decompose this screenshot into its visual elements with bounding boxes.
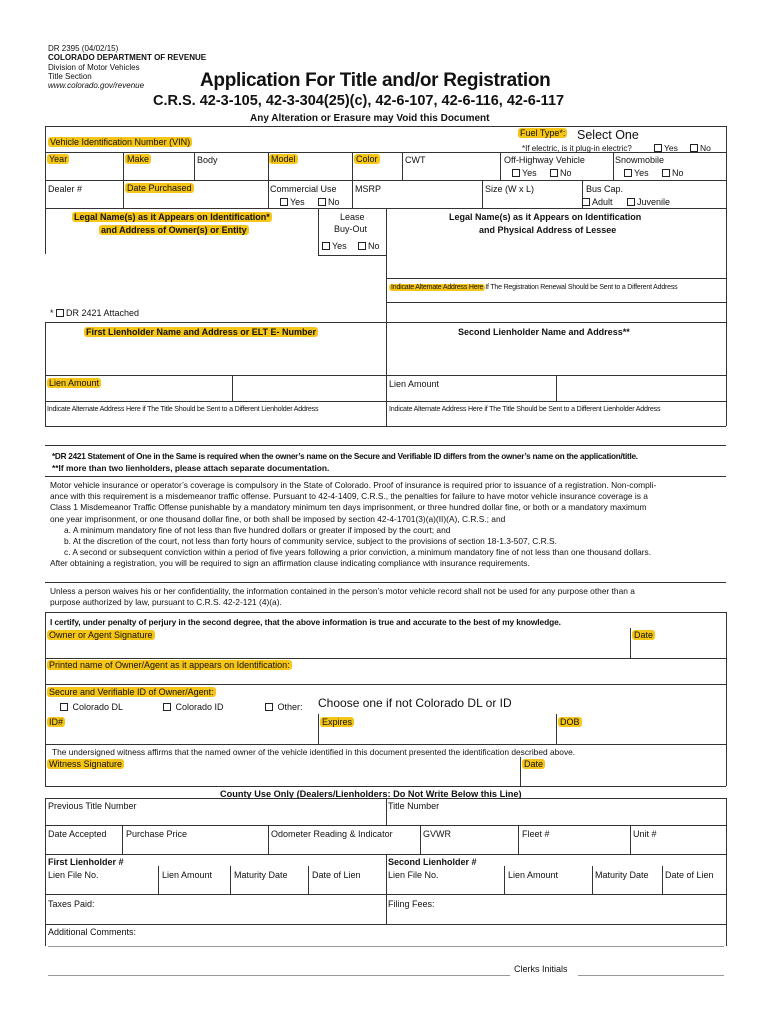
owner-name-label-1: Legal Name(s) as it Appears on Identification*	[74, 212, 270, 222]
snowmobile-no-label: No	[672, 168, 684, 178]
form-title: Application For Title and/or Registration	[200, 70, 551, 91]
printed-name-label: Printed name of Owner/Agent as it appears on Identification:	[49, 660, 290, 670]
dr2421-note: *DR 2421 Statement of One in the Same is required when the owner’s name on the Secure and Verifiable ID differs from the owner’s name on the application/title.	[52, 452, 638, 461]
snowmobile-yes-checkbox[interactable]	[624, 169, 632, 177]
body-label: Body	[197, 155, 218, 165]
lessee-name-field[interactable]	[390, 240, 724, 278]
title-number-label: Title Number	[388, 801, 440, 811]
color-label: Color	[356, 154, 378, 164]
first-county-lien-amount-label: Lien Amount	[162, 870, 213, 880]
electric-yes-checkbox[interactable]	[654, 144, 662, 152]
snowmobile-label: Snowmobile	[615, 155, 665, 165]
witness-signature-field[interactable]	[50, 770, 516, 784]
second-date-of-lien-label: Date of Lien	[665, 870, 714, 880]
certify-statement: I certify, under penalty of perjury in the second degree, that the above information is true and accurate to the best of my knowledge.	[50, 617, 561, 627]
previous-title-label: Previous Title Number	[48, 801, 137, 811]
commercial-use-label: Commercial Use	[270, 184, 337, 194]
witness-signature-label: Witness Signature	[49, 759, 123, 769]
expires-label: Expires	[322, 717, 353, 727]
snowmobile-no-checkbox[interactable]	[662, 169, 670, 177]
buyout-yes-label: Yes	[332, 241, 347, 251]
id-number-label: ID#	[49, 717, 64, 727]
dealer-label: Dealer #	[48, 184, 83, 194]
form-number: DR 2395 (04/02/15)	[48, 44, 119, 53]
other-id-checkbox[interactable]	[265, 703, 273, 711]
bus-cap-label: Bus Cap.	[586, 184, 624, 194]
first-date-of-lien-label: Date of Lien	[312, 870, 361, 880]
second-lienholder-number-label: Second Lienholder #	[388, 857, 477, 867]
juvenile-checkbox[interactable]	[627, 198, 635, 206]
insurance-paragraph: Motor vehicle insurance or operator’s coverage is compulsory in the State of Colorado. Proof of insurance is required prior to issuance of a registration. Non-compli- ance with this requirement is a misdemeanor traffic offense. Pursuant to 42-4-1409, C.R.S., the penalties for failure to have motor vehicle insurance coverage is a Class 1 Misdemeanor Traffic Offense punishable by a mandatory minimum ten days imprisonment, or three hundred dollar fine, or both or a mandatory maximum one year imprisonment, or one thousand dollar fine, or both shall be imposed by section 42-4-1701(3)(a)(II)(A), C.R.S.; and a. A minimum mandatory fine of not less than five hundred dollars or greater if imposed by the court; and b. At the discretion of the court, not less than forty hours of community service, subject to the provisions of section 18-1.3-507, C.R.S. c. A second or subsequent conviction within a period of five years following a prior conviction, a minimum mandatory fine of not less than one thousand dollars. After obtaining a registration, you will be required to sign an affirmation clause indicating compliance with insurance requirements.	[50, 480, 657, 569]
ohv-yes-checkbox[interactable]	[512, 169, 520, 177]
printed-name-field[interactable]	[50, 671, 720, 683]
witness-statement: The undersigned witness affirms that the named owner of the vehicle identified in this document presented the identification described above.	[52, 747, 576, 757]
electric-yes-label: Yes	[664, 143, 678, 153]
fuel-type-label: Fuel Type*:	[520, 128, 566, 138]
colorado-dl-checkbox[interactable]	[60, 703, 68, 711]
dob-label: DOB	[560, 717, 580, 727]
clerks-initials-label: Clerks Initials	[514, 964, 568, 974]
dr2421-label: DR 2421 Attached	[66, 308, 140, 318]
second-lienholder-label: Second Lienholder Name and Address**	[458, 327, 630, 337]
ohv-no-checkbox[interactable]	[550, 169, 558, 177]
adult-label: Adult	[592, 197, 613, 207]
juvenile-label: Juvenile	[637, 197, 671, 207]
electric-no-label: No	[700, 143, 711, 153]
snowmobile-yes-label: Yes	[634, 168, 649, 178]
electric-question: *If electric, is it plug-in electric?	[522, 144, 632, 153]
lessee-label-2: and Physical Address of Lessee	[479, 225, 617, 235]
first-lienholder-field[interactable]	[50, 342, 384, 374]
section-name: Title Section	[48, 72, 92, 81]
buyout-no-checkbox[interactable]	[358, 242, 366, 250]
first-lienholder-label: First Lienholder Name and Address or ELT E- Number	[86, 327, 317, 337]
unit-label: Unit #	[633, 829, 657, 839]
alteration-warning: Any Alteration or Erasure may Void this Document	[250, 113, 490, 124]
ohv-no-label: No	[560, 168, 572, 178]
taxes-paid-label: Taxes Paid:	[48, 899, 95, 909]
make-label: Make	[127, 154, 150, 164]
additional-comments-field[interactable]	[50, 937, 720, 973]
commercial-no-label: No	[328, 197, 340, 207]
commercial-no-checkbox[interactable]	[318, 198, 326, 206]
privacy-paragraph: Unless a person waives his or her confidentiality, the information contained in the person’s motor vehicle record shall not be used for any purpose other than a purpose authorized by law, pursuant to C.R.S. 42-2-121 (4)(a).	[50, 586, 635, 608]
witness-date-label: Date	[524, 759, 544, 769]
lessee-label-1: Legal Name(s) as it Appears on Identification	[449, 212, 642, 222]
gvwr-label: GVWR	[423, 829, 451, 839]
more-lienholders-note: **If more than two lienholders, please attach separate documentation.	[52, 463, 330, 473]
department-name: COLORADO DEPARTMENT OF REVENUE	[48, 53, 207, 62]
owner-date-label: Date	[634, 630, 654, 640]
lease-label: Lease	[340, 212, 365, 222]
colorado-id-label: Colorado ID	[175, 702, 224, 712]
owner-name-label-2: and Address of Owner(s) or Entity	[101, 225, 247, 235]
msrp-label: MSRP	[355, 184, 382, 194]
buyout-yes-checkbox[interactable]	[322, 242, 330, 250]
second-maturity-label: Maturity Date	[595, 870, 649, 880]
other-id-label: Other:	[277, 702, 303, 712]
vin-label: Vehicle Identification Number (VIN)	[50, 137, 191, 147]
second-county-lien-amount-label: Lien Amount	[508, 870, 559, 880]
commercial-yes-checkbox[interactable]	[280, 198, 288, 206]
second-alt-title-address: Indicate Alternate Address Here if The Title Should be Sent to a Different Lienholder Address	[389, 405, 661, 413]
ohv-label: Off-Highway Vehicle	[504, 155, 585, 165]
filing-fees-label: Filing Fees:	[388, 899, 435, 909]
cwt-label: CWT	[405, 155, 426, 165]
second-lien-file-label: Lien File No.	[388, 870, 439, 880]
fuel-type-select[interactable]: Select One	[577, 128, 639, 142]
purchase-price-label: Purchase Price	[126, 829, 188, 839]
dr2421-checkbox[interactable]	[56, 309, 64, 317]
owner-signature-field[interactable]	[50, 641, 628, 657]
electric-no-checkbox[interactable]	[690, 144, 698, 152]
commercial-yes-label: Yes	[290, 197, 305, 207]
owner-signature-label: Owner or Agent Signature	[49, 630, 153, 640]
second-lien-amount-label: Lien Amount	[389, 379, 440, 389]
first-lien-amount-label: Lien Amount	[49, 378, 100, 388]
colorado-dl-label: Colorado DL	[72, 702, 124, 712]
first-lien-file-label: Lien File No.	[48, 870, 99, 880]
first-alt-title-address: Indicate Alternate Address Here if The Title Should be Sent to a Different Lienholder Address	[47, 405, 319, 413]
website-link[interactable]: www.colorado.gov/revenue	[48, 81, 145, 90]
model-label: Model	[271, 154, 296, 164]
buyout-label: Buy-Out	[334, 224, 368, 234]
ohv-yes-label: Yes	[522, 168, 537, 178]
size-label: Size (W x L)	[485, 184, 535, 194]
adult-checkbox[interactable]	[582, 198, 590, 206]
year-label: Year	[49, 154, 68, 164]
statutes: C.R.S. 42-3-105, 42-3-304(25)(c), 42-6-107, 42-6-116, 42-6-117	[153, 93, 565, 109]
first-lienholder-number-label: First Lienholder #	[48, 857, 124, 867]
first-maturity-label: Maturity Date	[234, 870, 288, 880]
colorado-id-checkbox[interactable]	[163, 703, 171, 711]
other-id-select[interactable]: Choose one if not Colorado DL or ID	[318, 696, 512, 710]
division-name: Division of Motor Vehicles	[48, 63, 140, 72]
owner-name-field[interactable]	[50, 256, 384, 302]
secure-id-label: Secure and Verifiable ID of Owner/Agent:	[49, 687, 214, 697]
additional-comments-label: Additional Comments:	[48, 927, 137, 937]
second-lienholder-field[interactable]	[390, 342, 724, 374]
date-accepted-label: Date Accepted	[48, 829, 107, 839]
odometer-label: Odometer Reading & Indicator	[271, 829, 393, 839]
buyout-no-label: No	[368, 241, 380, 251]
date-purchased-label: Date Purchased	[127, 183, 192, 193]
alt-address-highlight: Indicate Alternate Address Here	[391, 284, 484, 291]
county-use-title: County Use Only (Dealers/Lienholders: Do Not Write Below this Line)	[220, 789, 522, 799]
alt-address-text: If The Registration Renewal Should be Sent to a Different Address	[485, 284, 678, 291]
fleet-label: Fleet #	[522, 829, 550, 839]
